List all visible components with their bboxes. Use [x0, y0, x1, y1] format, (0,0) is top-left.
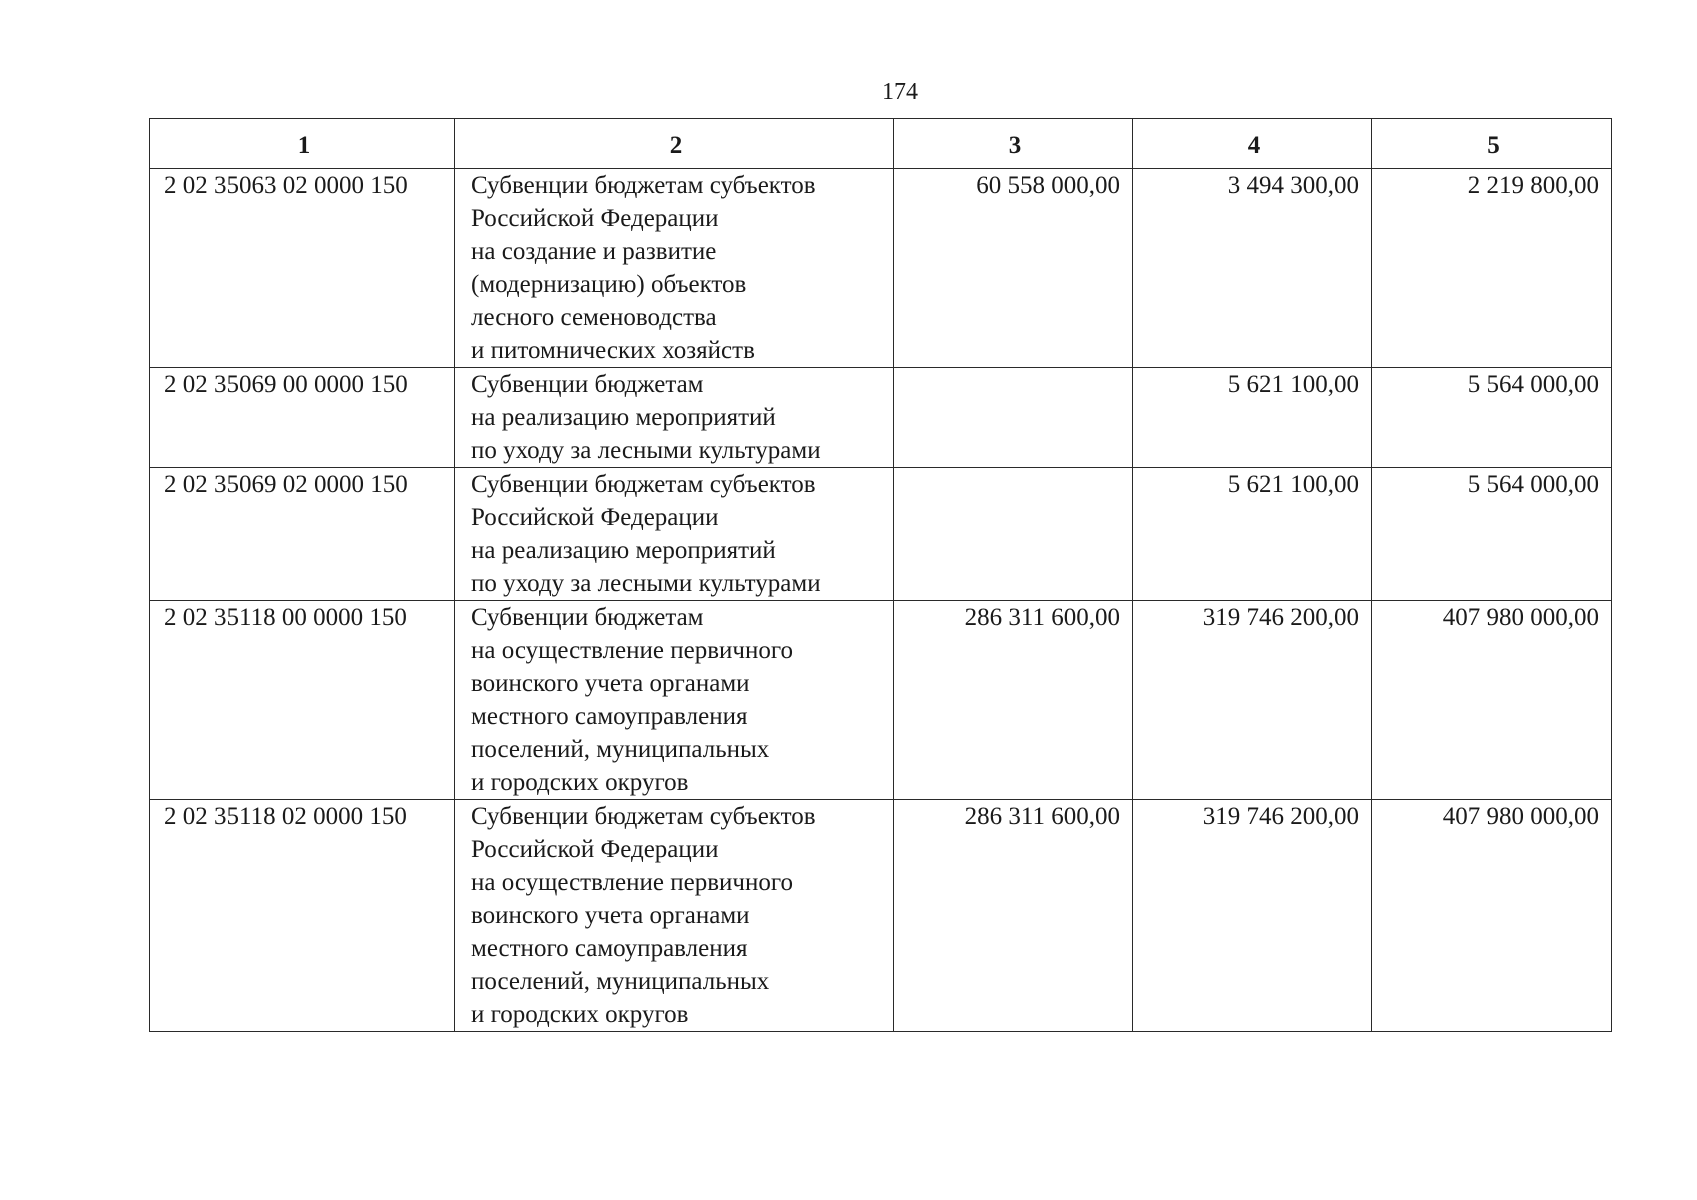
- description-line: и городских округов: [471, 769, 689, 796]
- description-line: на создание и развитие: [471, 238, 717, 265]
- table-row: [150, 468, 1612, 601]
- description-line: по уходу за лесными культурами: [471, 437, 821, 464]
- description-line: поселений, муниципальных: [471, 736, 770, 763]
- description-line: и городских округов: [471, 1001, 689, 1028]
- row-col5-value: 407 980 000,00: [1372, 800, 1612, 1032]
- row-description: [455, 468, 894, 601]
- description-line: Российской Федерации: [471, 504, 719, 531]
- header-col-4: 4: [1133, 119, 1372, 169]
- table-row: [150, 169, 1612, 368]
- table-body: [150, 169, 1612, 1032]
- row-col3-value: [894, 468, 1133, 601]
- description-line: на реализацию мероприятий: [471, 404, 776, 431]
- header-col-1: 1: [150, 119, 455, 169]
- header-col-3: 3: [894, 119, 1133, 169]
- row-code: 2 02 35118 02 0000 150: [150, 800, 455, 1032]
- row-col4-value: 5 621 100,00: [1133, 368, 1372, 468]
- table-row: [150, 368, 1612, 468]
- description-line: (модернизацию) объектов: [471, 271, 747, 298]
- row-col4-value: 319 746 200,00: [1133, 601, 1372, 800]
- description-line: по уходу за лесными культурами: [471, 570, 821, 597]
- header-row: [150, 119, 1612, 169]
- row-code: 2 02 35069 00 0000 150: [150, 368, 455, 468]
- description-line: Субвенции бюджетам: [471, 604, 704, 631]
- row-col3-value: [894, 368, 1133, 468]
- row-col3-value: 286 311 600,00: [894, 800, 1133, 1032]
- row-col5-value: 2 219 800,00: [1372, 169, 1612, 368]
- description-line: Субвенции бюджетам субъектов: [471, 471, 816, 498]
- description-line: местного самоуправления: [471, 703, 748, 730]
- description-line: Субвенции бюджетам: [471, 371, 704, 398]
- row-col3-value: 60 558 000,00: [894, 169, 1133, 368]
- description-line: на осуществление первичного: [471, 637, 793, 664]
- row-description: [455, 169, 894, 368]
- row-description: [455, 601, 894, 800]
- description-line: Субвенции бюджетам субъектов: [471, 803, 816, 830]
- description-line: Российской Федерации: [471, 836, 719, 863]
- row-col3-value: 286 311 600,00: [894, 601, 1133, 800]
- description-line: лесного семеноводства: [471, 304, 717, 331]
- description-line: местного самоуправления: [471, 935, 748, 962]
- description-line: Субвенции бюджетам субъектов: [471, 172, 816, 199]
- row-col4-value: 319 746 200,00: [1133, 800, 1372, 1032]
- row-col5-value: 5 564 000,00: [1372, 368, 1612, 468]
- description-line: Российской Федерации: [471, 205, 719, 232]
- row-description: [455, 368, 894, 468]
- table-header: [150, 119, 1612, 169]
- description-line: воинского учета органами: [471, 902, 750, 929]
- description-line: и питомнических хозяйств: [471, 337, 755, 364]
- row-col5-value: 5 564 000,00: [1372, 468, 1612, 601]
- table-row: [150, 601, 1612, 800]
- page-number: 174: [882, 79, 918, 105]
- header-col-2: 2: [455, 119, 894, 169]
- budget-table: [149, 118, 1612, 1032]
- row-col4-value: 5 621 100,00: [1133, 468, 1372, 601]
- description-line: на реализацию мероприятий: [471, 537, 776, 564]
- row-col4-value: 3 494 300,00: [1133, 169, 1372, 368]
- row-col5-value: 407 980 000,00: [1372, 601, 1612, 800]
- header-col-5: 5: [1372, 119, 1612, 169]
- row-code: 2 02 35069 02 0000 150: [150, 468, 455, 601]
- table-row: [150, 800, 1612, 1032]
- description-line: поселений, муниципальных: [471, 968, 770, 995]
- row-code: 2 02 35063 02 0000 150: [150, 169, 455, 368]
- description-line: на осуществление первичного: [471, 869, 793, 896]
- row-code: 2 02 35118 00 0000 150: [150, 601, 455, 800]
- row-description: [455, 800, 894, 1032]
- description-line: воинского учета органами: [471, 670, 750, 697]
